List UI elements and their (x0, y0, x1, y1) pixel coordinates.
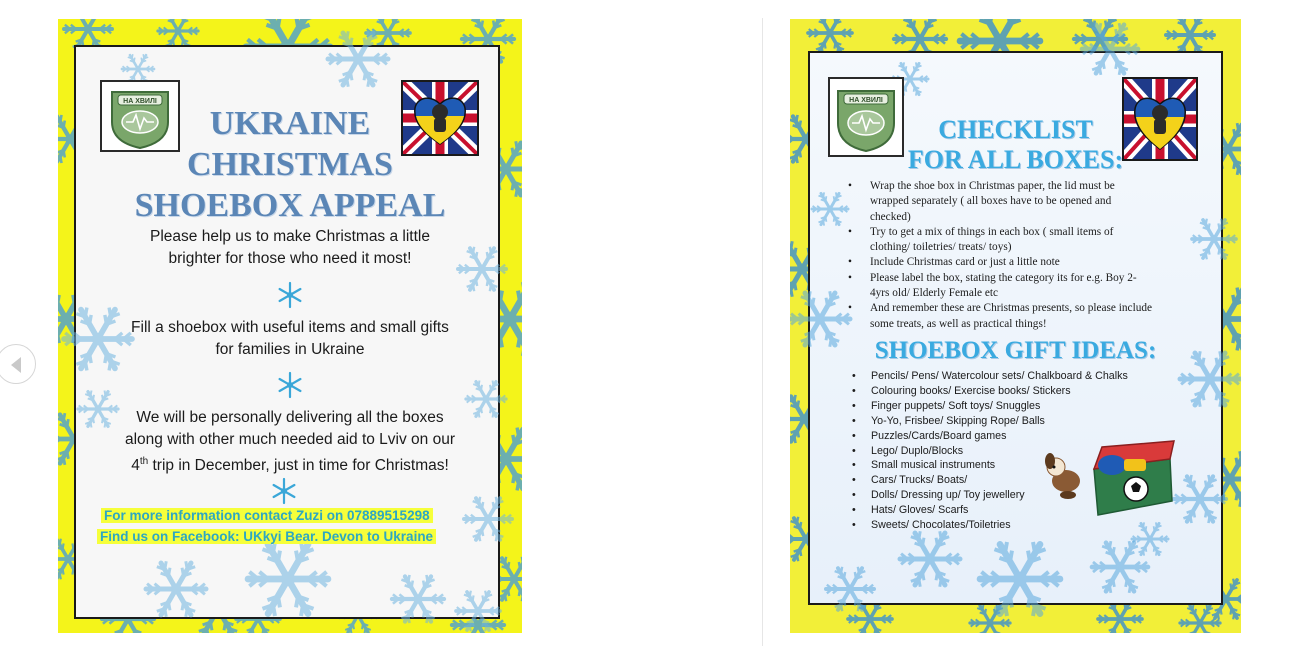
snowflake-icon (392, 575, 444, 623)
snowflake-icon (980, 542, 1060, 616)
snowflake-icon (1174, 475, 1226, 523)
list-item: • Please label the box, stating the category its for e.g. Boy 2-4yrs old/ Elderly Female etc (848, 271, 1153, 302)
gift-ideas-title: SHOEBOX GIFT IDEAS: (874, 337, 1157, 364)
checklist (848, 179, 1153, 332)
facebook-info-highlight: Find us on Facebook: UKkyi Bear. Devon to Ukraine (97, 529, 436, 544)
gift-shoebox-illustration (1042, 429, 1178, 521)
contact-info-highlight: For more information contact Zuzi on 07889515298 (101, 508, 433, 523)
list-item: • Finger puppets/ Soft toys/ Snuggles (850, 399, 1128, 414)
poster-title-line-2: CHRISTMAS (187, 146, 393, 183)
snowflake-icon (1092, 541, 1148, 593)
list-item: • Yo-Yo, Frisbee/ Skipping Rope/ Balls (850, 414, 1128, 429)
snowflake-icon (812, 192, 848, 225)
snowflake-icon (276, 281, 304, 309)
snowflake-icon (826, 567, 874, 611)
paragraph-2-line-1: Fill a shoebox with useful items and small gifts (131, 319, 449, 336)
poster-title-line-3: SHOEBOX APPEAL (134, 187, 446, 224)
snowflake-icon (270, 477, 298, 505)
appeal-paragraph-2 (58, 317, 522, 361)
snowflake-icon (456, 591, 500, 632)
paragraph-1-line-1: Please help us to make Christmas a little (150, 228, 430, 245)
snowflake-icon (1132, 522, 1168, 555)
snowflake-icon (464, 497, 512, 541)
snowflake-icon (1192, 219, 1236, 260)
snowflake-icon (248, 542, 328, 616)
paragraph-1-line-2: brighter for those who need it most! (168, 250, 412, 267)
paragraph-3-line-2: along with other much needed aid to Lviv on our (124, 431, 456, 448)
poster-title-line-1: UKRAINE (209, 105, 371, 142)
gallery-divider (762, 18, 763, 646)
list-item: • Hats/ Gloves/ Scarfs (850, 503, 1128, 518)
list-item: • And remember these are Christmas presents, so please include some treats, as well as practical things! (848, 301, 1153, 332)
list-item: • Puzzles/Cards/Board games (850, 429, 1128, 444)
list-item: • Pencils/ Pens/ Watercolour sets/ Chalkboard & Chalks (850, 369, 1128, 384)
poster-shoebox-appeal[interactable] (58, 19, 522, 633)
snowflake-icon (328, 31, 388, 87)
paragraph-3-line-1: We will be personally delivering all the boxes (136, 409, 444, 426)
checklist-title-line-2: FOR ALL BOXES: (907, 145, 1124, 174)
snowflake-icon (276, 371, 304, 399)
list-item: • Small musical instruments (850, 458, 1128, 473)
snowflake-icon (146, 561, 206, 617)
appeal-paragraph-1 (58, 226, 522, 270)
gallery-prev-button[interactable] (0, 344, 36, 384)
list-item: • Lego/ Duplo/Blocks (850, 444, 1128, 459)
list-item: • Cars/ Trucks/ Boats/ (850, 473, 1128, 488)
list-item: • Dolls/ Dressing up/ Toy jewellery (850, 488, 1128, 503)
checklist-title-line-1: CHECKLIST (938, 115, 1093, 144)
list-item: • Include Christmas card or just a little note (848, 255, 1153, 270)
paragraph-3-line-3: 4th trip in December, just in time for Christmas! (131, 456, 449, 475)
snowflake-icon (900, 531, 960, 587)
logo-text: НА ХВИЛІ (123, 98, 157, 105)
logo-text: НА ХВИЛІ (849, 97, 883, 104)
paragraph-2-line-2: for families in Ukraine (215, 341, 365, 358)
list-item: • Sweets/ Chocolates/Toiletries (850, 518, 1128, 533)
list-item: • Colouring books/ Exercise books/ Stickers (850, 384, 1128, 399)
chevron-left-icon (8, 355, 24, 375)
poster-checklist[interactable] (790, 19, 1241, 633)
list-item: • Try to get a mix of things in each box ( small items of clothing/ toiletries/ treats/ toys) (848, 225, 1153, 256)
appeal-paragraph-3 (58, 407, 522, 477)
snowflake-icon (1082, 23, 1138, 75)
list-item: • Wrap the shoe box in Christmas paper, the lid must be wrapped separately ( all boxes have to be opened and checked) (848, 179, 1153, 225)
